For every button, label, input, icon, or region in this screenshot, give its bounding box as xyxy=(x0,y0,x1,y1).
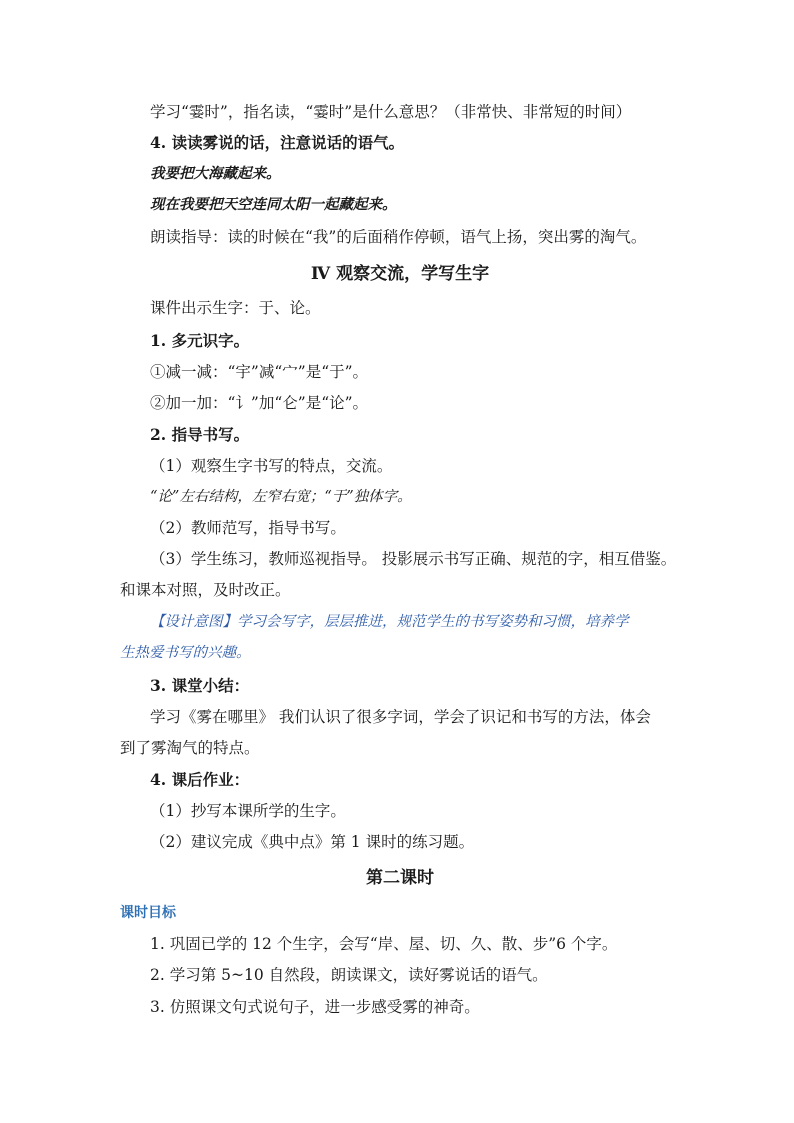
quote-line: 我要把大海藏起来。 xyxy=(150,165,281,182)
paragraph: （1）抄写本课所学的生字。 xyxy=(150,802,346,820)
paragraph: 到了雾淘气的特点。 xyxy=(120,739,260,757)
design-intent: 【设计意图】学习会写字，层层推进，规范学生的书写姿势和习惯，培养学 xyxy=(150,614,629,630)
numbered-heading: 1. 多元识字。 xyxy=(150,331,250,350)
objective-item: 2. 学习第 5~10 自然段，朗读课文，读好雾说话的语气。 xyxy=(150,966,548,984)
numbered-heading: 3. 课堂小结： xyxy=(150,676,250,695)
section-heading: 第二课时 xyxy=(366,868,434,888)
numbered-heading: 4. 课后作业： xyxy=(150,770,250,789)
paragraph: 和课本对照，及时改正。 xyxy=(120,581,291,599)
paragraph: （1）观察生字书写的特点，交流。 xyxy=(150,457,393,475)
paragraph: ①减一减：“宇”减“宀”是“于”。 xyxy=(150,363,369,381)
paragraph: 朗读指导：读的时候在“我”的后面稍作停顿，语气上扬，突出雾的淘气。 xyxy=(150,228,647,246)
design-intent: 生热爱书写的兴趣。 xyxy=(120,645,251,661)
paragraph: （2）建议完成《典中点》第 1 课时的练习题。 xyxy=(150,833,475,851)
section-heading: Ⅳ 观察交流，学写生字 xyxy=(310,264,490,284)
paragraph: ②加一加：“讠”加“仑”是“论”。 xyxy=(150,394,369,412)
objective-item: 1. 巩固已学的 12 个生字，会写“岸、屋、切、久、散、步”6 个字。 xyxy=(150,935,618,953)
numbered-heading: 2. 指导书写。 xyxy=(150,425,250,444)
objective-item: 3. 仿照课文句式说句子，进一步感受雾的神奇。 xyxy=(150,998,480,1016)
numbered-heading: 4. 读读雾说的话，注意说话的语气。 xyxy=(150,133,405,152)
note-line: “论”左右结构，左窄右宽；“于”独体字。 xyxy=(150,489,412,505)
paragraph: （2）教师范写，指导书写。 xyxy=(150,519,346,537)
quote-line: 现在我要把天空连同太阳一起藏起来。 xyxy=(150,196,397,213)
paragraph: 课件出示生字：于、论。 xyxy=(150,299,321,317)
objectives-label: 课时目标 xyxy=(120,905,176,921)
paragraph: 学习《雾在哪里》 我们认识了很多字词，学会了识记和书写的方法，体会 xyxy=(150,708,651,726)
paragraph: （3）学生练习，教师巡视指导。 投影展示书写正确、规范的字，相互借鉴。 xyxy=(150,550,677,568)
paragraph: 学习“霎时”，指名读，“霎时”是什么意思？（非常快、非常短的时间） xyxy=(150,103,632,121)
